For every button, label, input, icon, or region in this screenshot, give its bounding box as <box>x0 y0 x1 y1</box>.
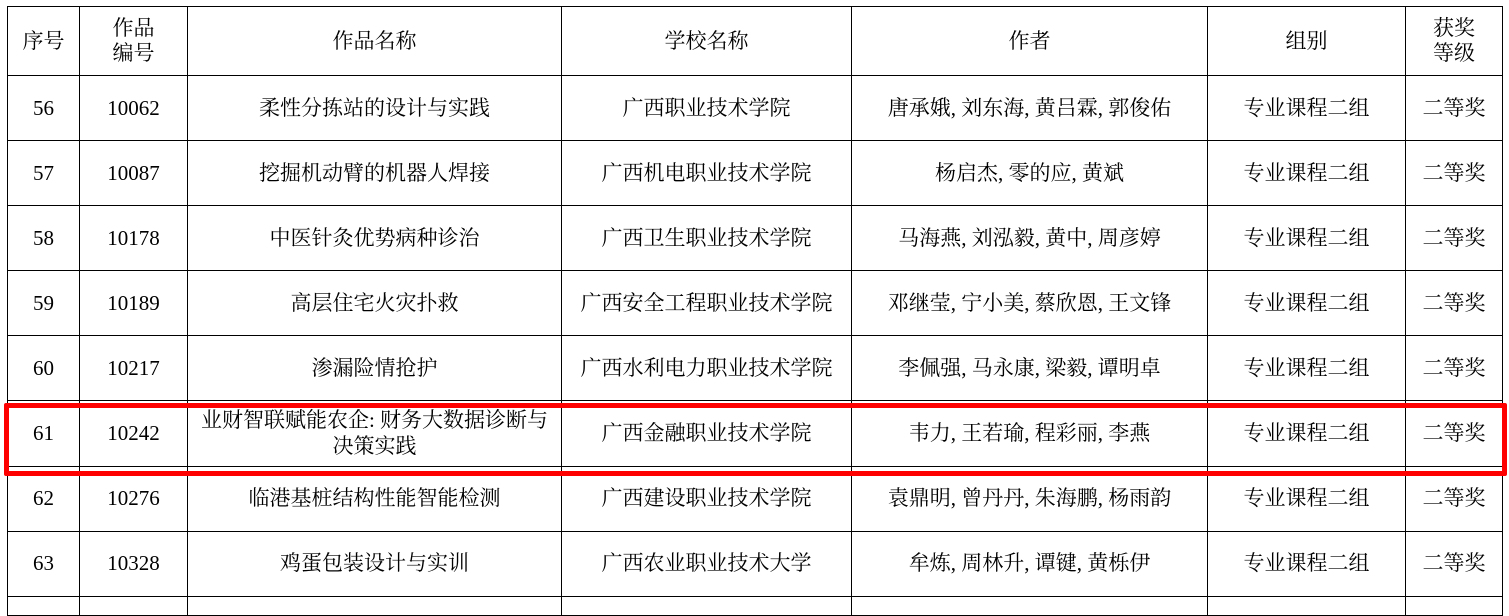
cell-code: 10087 <box>80 141 188 206</box>
table-row <box>8 206 1503 271</box>
column-header-code-line2: 编号 <box>112 41 155 65</box>
cell-code: 10178 <box>80 206 188 271</box>
cell-title: 挖掘机动臂的机器人焊接 <box>188 141 562 206</box>
cell-authors: 邓继莹, 宁小美, 蔡欣恩, 王文锋 <box>852 271 1208 336</box>
cell-authors: 唐承娥, 刘东海, 黄吕霖, 郭俊佑 <box>852 76 1208 141</box>
table-row-highlighted <box>8 401 1503 467</box>
cell-seq: 58 <box>8 206 80 271</box>
cell-school: 广西水利电力职业技术学院 <box>562 336 852 401</box>
cell-level: 二等奖 <box>1406 466 1503 531</box>
cell-school: 广西金融职业技术学院 <box>562 401 852 467</box>
column-header-level <box>1406 7 1503 76</box>
cell-school <box>562 596 852 615</box>
cell-seq: 56 <box>8 76 80 141</box>
cell-title: 渗漏险情抢护 <box>188 336 562 401</box>
table-row <box>8 336 1503 401</box>
column-header-level-line2: 等级 <box>1433 41 1475 65</box>
cell-group: 专业课程二组 <box>1208 466 1406 531</box>
cell-title: 鸡蛋包装设计与实训 <box>188 531 562 596</box>
cell-seq: 61 <box>8 401 80 467</box>
cell-authors: 牟炼, 周林升, 谭键, 黄栎伊 <box>852 531 1208 596</box>
cell-group: 专业课程二组 <box>1208 271 1406 336</box>
column-header-authors: 作者 <box>852 7 1208 76</box>
table-header <box>8 7 1503 76</box>
cell-title: 柔性分拣站的设计与实践 <box>188 76 562 141</box>
cell-title: 高层住宅火灾扑救 <box>188 271 562 336</box>
table-row <box>8 141 1503 206</box>
column-header-school: 学校名称 <box>562 7 852 76</box>
cell-code: 10062 <box>80 76 188 141</box>
cell-authors: 袁鼎明, 曾丹丹, 朱海鹏, 杨雨韵 <box>852 466 1208 531</box>
cell-school: 广西职业技术学院 <box>562 76 852 141</box>
cell-level: 二等奖 <box>1406 401 1503 467</box>
cell-code <box>80 596 188 615</box>
cell-title: 业财智联赋能农企: 财务大数据诊断与决策实践 <box>188 401 562 467</box>
cell-school: 广西安全工程职业技术学院 <box>562 271 852 336</box>
cell-seq: 62 <box>8 466 80 531</box>
cell-seq: 60 <box>8 336 80 401</box>
cell-authors: 韦力, 王若瑜, 程彩丽, 李燕 <box>852 401 1208 467</box>
cell-code: 10189 <box>80 271 188 336</box>
cell-code: 10217 <box>80 336 188 401</box>
table-row-partial <box>8 596 1503 615</box>
award-list-page <box>0 6 1509 587</box>
award-table <box>7 6 1503 616</box>
table-body <box>8 76 1503 616</box>
cell-group: 专业课程二组 <box>1208 76 1406 141</box>
cell-school: 广西建设职业技术学院 <box>562 466 852 531</box>
table-header-row <box>8 7 1503 76</box>
cell-seq: 57 <box>8 141 80 206</box>
cell-authors: 马海燕, 刘泓毅, 黄中, 周彦婷 <box>852 206 1208 271</box>
cell-level <box>1406 596 1503 615</box>
cell-seq <box>8 596 80 615</box>
cell-group: 专业课程二组 <box>1208 401 1406 467</box>
cell-code: 10328 <box>80 531 188 596</box>
cell-group: 专业课程二组 <box>1208 141 1406 206</box>
column-header-group: 组别 <box>1208 7 1406 76</box>
cell-authors <box>852 596 1208 615</box>
column-header-level-line1: 获奖 <box>1433 15 1475 40</box>
cell-level: 二等奖 <box>1406 531 1503 596</box>
cell-title: 中医针灸优势病种诊治 <box>188 206 562 271</box>
table-row <box>8 531 1503 596</box>
cell-title <box>188 596 562 615</box>
table-row <box>8 76 1503 141</box>
table-row <box>8 271 1503 336</box>
cell-level: 二等奖 <box>1406 336 1503 401</box>
cell-code: 10276 <box>80 466 188 531</box>
cell-level: 二等奖 <box>1406 141 1503 206</box>
cell-group <box>1208 596 1406 615</box>
cell-school: 广西卫生职业技术学院 <box>562 206 852 271</box>
cell-level: 二等奖 <box>1406 206 1503 271</box>
column-header-seq: 序号 <box>8 7 80 76</box>
cell-seq: 59 <box>8 271 80 336</box>
cell-authors: 李佩强, 马永康, 梁毅, 谭明卓 <box>852 336 1208 401</box>
cell-code: 10242 <box>80 401 188 467</box>
cell-seq: 63 <box>8 531 80 596</box>
cell-level: 二等奖 <box>1406 271 1503 336</box>
column-header-code-line1: 作品 <box>112 15 155 40</box>
cell-level: 二等奖 <box>1406 76 1503 141</box>
cell-group: 专业课程二组 <box>1208 206 1406 271</box>
table-row <box>8 466 1503 531</box>
cell-group: 专业课程二组 <box>1208 336 1406 401</box>
column-header-title: 作品名称 <box>188 7 562 76</box>
cell-school: 广西机电职业技术学院 <box>562 141 852 206</box>
cell-authors: 杨启杰, 零的应, 黄斌 <box>852 141 1208 206</box>
cell-group: 专业课程二组 <box>1208 531 1406 596</box>
cell-title: 临港基桩结构性能智能检测 <box>188 466 562 531</box>
column-header-code <box>80 7 188 76</box>
cell-school: 广西农业职业技术大学 <box>562 531 852 596</box>
